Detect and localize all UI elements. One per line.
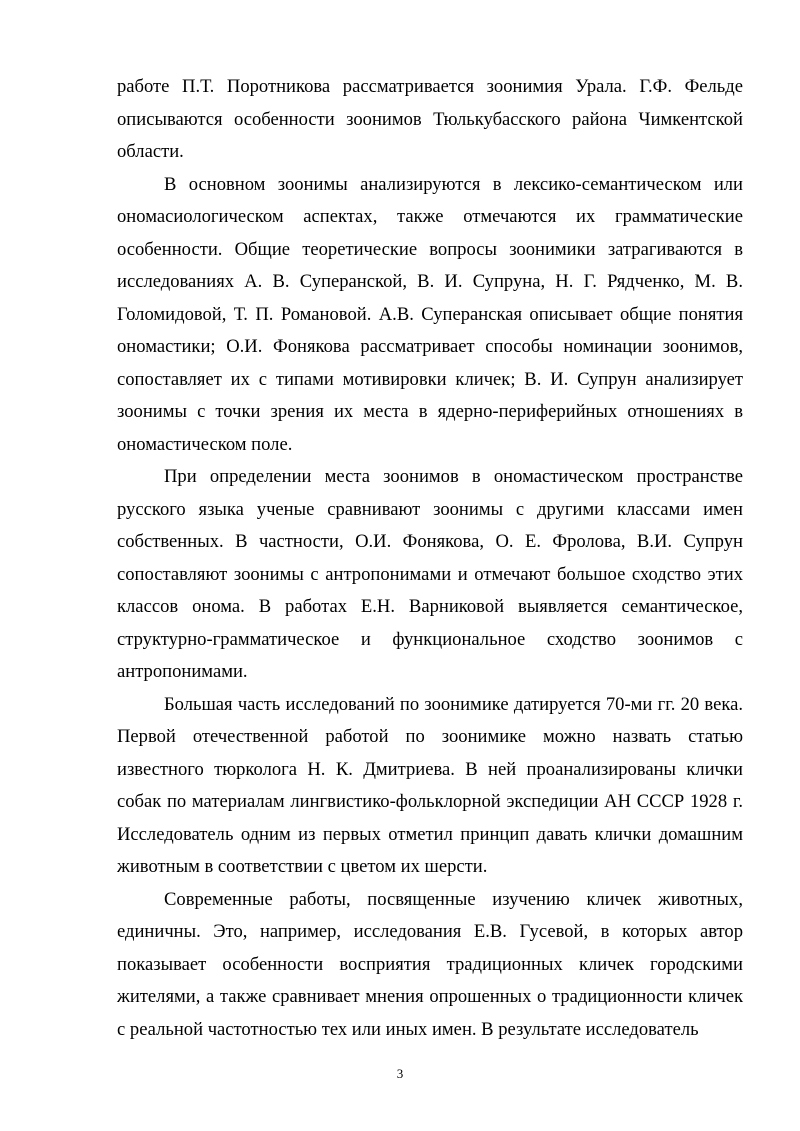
paragraph: Современные работы, посвященные изучению кличек животных, единичны. Это, например, исследования Е.В. Гусевой, в которых автор показывает особенности восприятия традиционных кличек городскими жителями, а также сравнивает мнения опрошенных о традиционности кличек с реальной частотностью тех или иных имен. В результате исследователь: [117, 888, 743, 1040]
paragraph: В основном зоонимы анализируются в лексико-семантическом или ономасиологическом аспектах, также отмечаются их грамматические особенности. Общие теоретические вопросы зоонимики затрагиваются в исследованиях А. В. Суперанской, В. И. Супруна, Н. Г. Рядченко, М. В. Голомидовой, Т. П. Романовой. А.В. Суперанская описывает общие понятия ономастики; О.И. Фонякова рассматривает способы номинации зоонимов, сопоставляет их с типами мотивировки кличек; В. И. Супрун анализирует зоонимы с точки зрения их места в ядерно-периферийных отношениях в ономастическом поле.: [117, 173, 743, 455]
page-number: 3: [396, 1066, 404, 1081]
paragraph-continuation: работе П.Т. Поротникова рассматривается зоонимия Урала. Г.Ф. Фельде описываются особенности зоонимов Тюлькубасского района Чимкентской области.: [117, 76, 743, 162]
body-text: [117, 71, 743, 1046]
paragraph: Большая часть исследований по зоонимике датируется 70-ми гг. 20 века. Первой отечественной работой по зоонимике можно назвать статью известного тюрколога Н. К. Дмитриева. В ней проанализированы клички собак по материалам лингвистико-фольклорной экспедиции АН СССР 1928 г. Исследователь одним из первых отметил принцип давать клички домашним животным в соответствии с цветом их шерсти.: [117, 693, 743, 877]
paragraph: При определении места зоонимов в ономастическом пространстве русского языка ученые сравнивают зоонимы с другими классами имен собственных. В частности, О.И. Фонякова, О. Е. Фролова, В.И. Супрун сопоставляют зоонимы с антропонимами и отмечают большое сходство этих классов онома. В работах Е.Н. Варниковой выявляется семантическое, структурно-грамматическое и функциональное сходство зоонимов с антропонимами.: [117, 466, 743, 682]
